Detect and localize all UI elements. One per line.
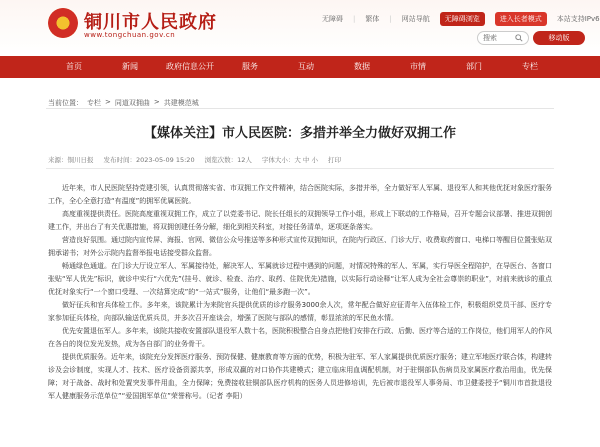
nav-item-news[interactable]: 新闻 <box>122 62 138 71</box>
divider: | <box>353 15 356 23</box>
article-paragraph: 营造良好氛围。通过院内宣传屏、海报、官网、微信公众号推送等多种形式宣传双拥知识，在院内行政区、门诊大厅、收费取药窗口、电梯口等醒目位置张贴双拥承诺书；对外公示院内监督举报电话接受群众监督。 <box>48 236 552 257</box>
top-link-sitemap[interactable]: 网站导航 <box>401 15 430 23</box>
top-links <box>322 12 600 26</box>
top-link-accessibility[interactable]: 无障碍 <box>322 15 343 23</box>
breadcrumb-label: 当前位置： <box>48 99 83 107</box>
breadcrumb <box>48 98 199 108</box>
national-emblem-icon <box>48 8 78 38</box>
article-paragraph: 畅通绿色通道。在门诊大厅设立军人、军属接待处，解决军人、军属就诊过程中遇到的问题，对情况特殊的军人、军属，实行导医全程陪护，在导医台、各窗口张贴“军人优先”标识，就诊中实行“六优先”(挂号、就诊、检查、治疗、取药、住院优先)措施，以实际行动诠释“让军人成为全社会尊崇的职业”，对前来就诊的重点优抚对象实行“一个窗口受理、一次结算完成”的“一站式”服务，让他们“最多跑一次”。 <box>48 262 552 296</box>
main-nav <box>0 56 600 78</box>
article-body <box>48 182 552 403</box>
breadcrumb-sep: > <box>153 98 160 106</box>
divider: | <box>389 15 392 23</box>
accessibility-button[interactable]: 无障碍浏览 <box>440 12 485 26</box>
search-input[interactable] <box>477 31 529 45</box>
site-title[interactable]: 铜川市人民政府 <box>84 12 217 33</box>
nav-item-data[interactable]: 数据 <box>354 62 370 71</box>
top-link-traditional[interactable]: 繁体 <box>365 15 380 23</box>
print-button[interactable]: 打印 <box>328 156 341 164</box>
site-url: www.tongchuan.gov.cn <box>84 31 176 39</box>
meta-font-size[interactable]: 字体大小：大 中 小 <box>261 156 318 164</box>
ipv6-badge: 本站支持IPv6 <box>556 15 600 23</box>
divider <box>46 108 554 109</box>
article-paragraph: 提供优质服务。近年来，该院充分发挥医疗服务、预防保健、健康教育等方面的优势，积极为驻军、军人家属提供优质医疗服务；建立军地医疗联合体，构建转诊及会诊制度，实现人才、技术、医疗设备资源共享，形成双赢的对口协作共建模式；建立临床用血调配机制，对于驻铜部队伤病员及家属医疗救治用血，优先保障；对于战备、战时和处置突发事件用血，全力保障；免费接收驻铜部队医疗机构的医务人员进修培训，先后被市退役军人事务局、市卫健委授予“铜川市首批退役军人健康服务示范单位”“爱国拥军单位”荣誉称号。（记者 李阳） <box>48 353 552 400</box>
article-paragraph: 高度重视提供责任。医院高度重视双拥工作，成立了以党委书记、院长任组长的双拥领导工作小组，形成上下联动的工作格局，召开专题会议部署、推进双拥创建工作，并出台了有关优惠措施，将双拥创建任务分解，细化到相关科室，对接任务清单，逐项逐条落实。 <box>48 210 552 231</box>
elder-mode-button[interactable]: 进入长者模式 <box>495 12 547 26</box>
meta-time: 发布时间：2023-05-09 15:20 <box>103 156 195 164</box>
breadcrumb-sep: > <box>105 98 111 106</box>
search-icon[interactable] <box>515 34 523 42</box>
article-paragraph: 做好征兵和官兵体检工作。多年来，该院累计为来院官兵提供优质的诊疗服务3000余人次，常年配合做好应征青年入伍体检工作，积极组织党员干部、医疗专家参加征兵体检，向部队输送优质兵员，并多次召开座谈会，增强了医院与部队的感情，彰显浓浓的军民鱼水情。 <box>48 301 552 322</box>
nav-item-interact[interactable]: 互动 <box>298 62 314 71</box>
nav-item-gov-info[interactable]: 政府信息公开 <box>166 62 214 71</box>
divider <box>46 168 554 169</box>
site-header <box>0 0 600 55</box>
nav-item-city[interactable]: 市情 <box>410 62 426 71</box>
nav-item-service[interactable]: 服务 <box>242 62 258 71</box>
nav-item-home[interactable]: 首页 <box>66 62 82 71</box>
breadcrumb-item[interactable]: 专栏 <box>87 99 101 107</box>
article-title: 【媒体关注】市人民医院：多措并举全力做好双拥工作 <box>143 126 456 141</box>
article-meta <box>48 155 341 164</box>
mobile-version-button[interactable] <box>533 31 585 45</box>
nav-item-columns[interactable]: 专栏 <box>522 62 538 71</box>
meta-views: 浏览次数：12人 <box>204 156 252 164</box>
meta-source: 来源：铜川日报 <box>48 156 94 164</box>
breadcrumb-item[interactable]: 共建模范城 <box>163 99 199 107</box>
nav-item-departments[interactable]: 部门 <box>466 62 482 71</box>
search-placeholder: 搜索 <box>483 34 497 42</box>
mobile-version-label: 移动版 <box>548 34 570 42</box>
breadcrumb-item[interactable]: 同道双拥曲 <box>114 99 150 107</box>
article-paragraph: 近年来，市人民医院坚持党建引领，认真贯彻落实省、市双拥工作文件精神，结合医院实际，多措并举，全力做好军人军属、退役军人和其他优抚对象医疗服务工作，全心全意打造“有温度”的拥军优属医院。 <box>48 184 552 205</box>
article-paragraph: 优先安置退伍军人。多年来，该院共接收安置部队退役军人数十名，医院积极整合自身点把他们安排在行政、后勤、医疗等合适的工作岗位，他们用军人的作风在各自的岗位发光发热，成为各自部门的业务骨干。 <box>48 327 552 348</box>
